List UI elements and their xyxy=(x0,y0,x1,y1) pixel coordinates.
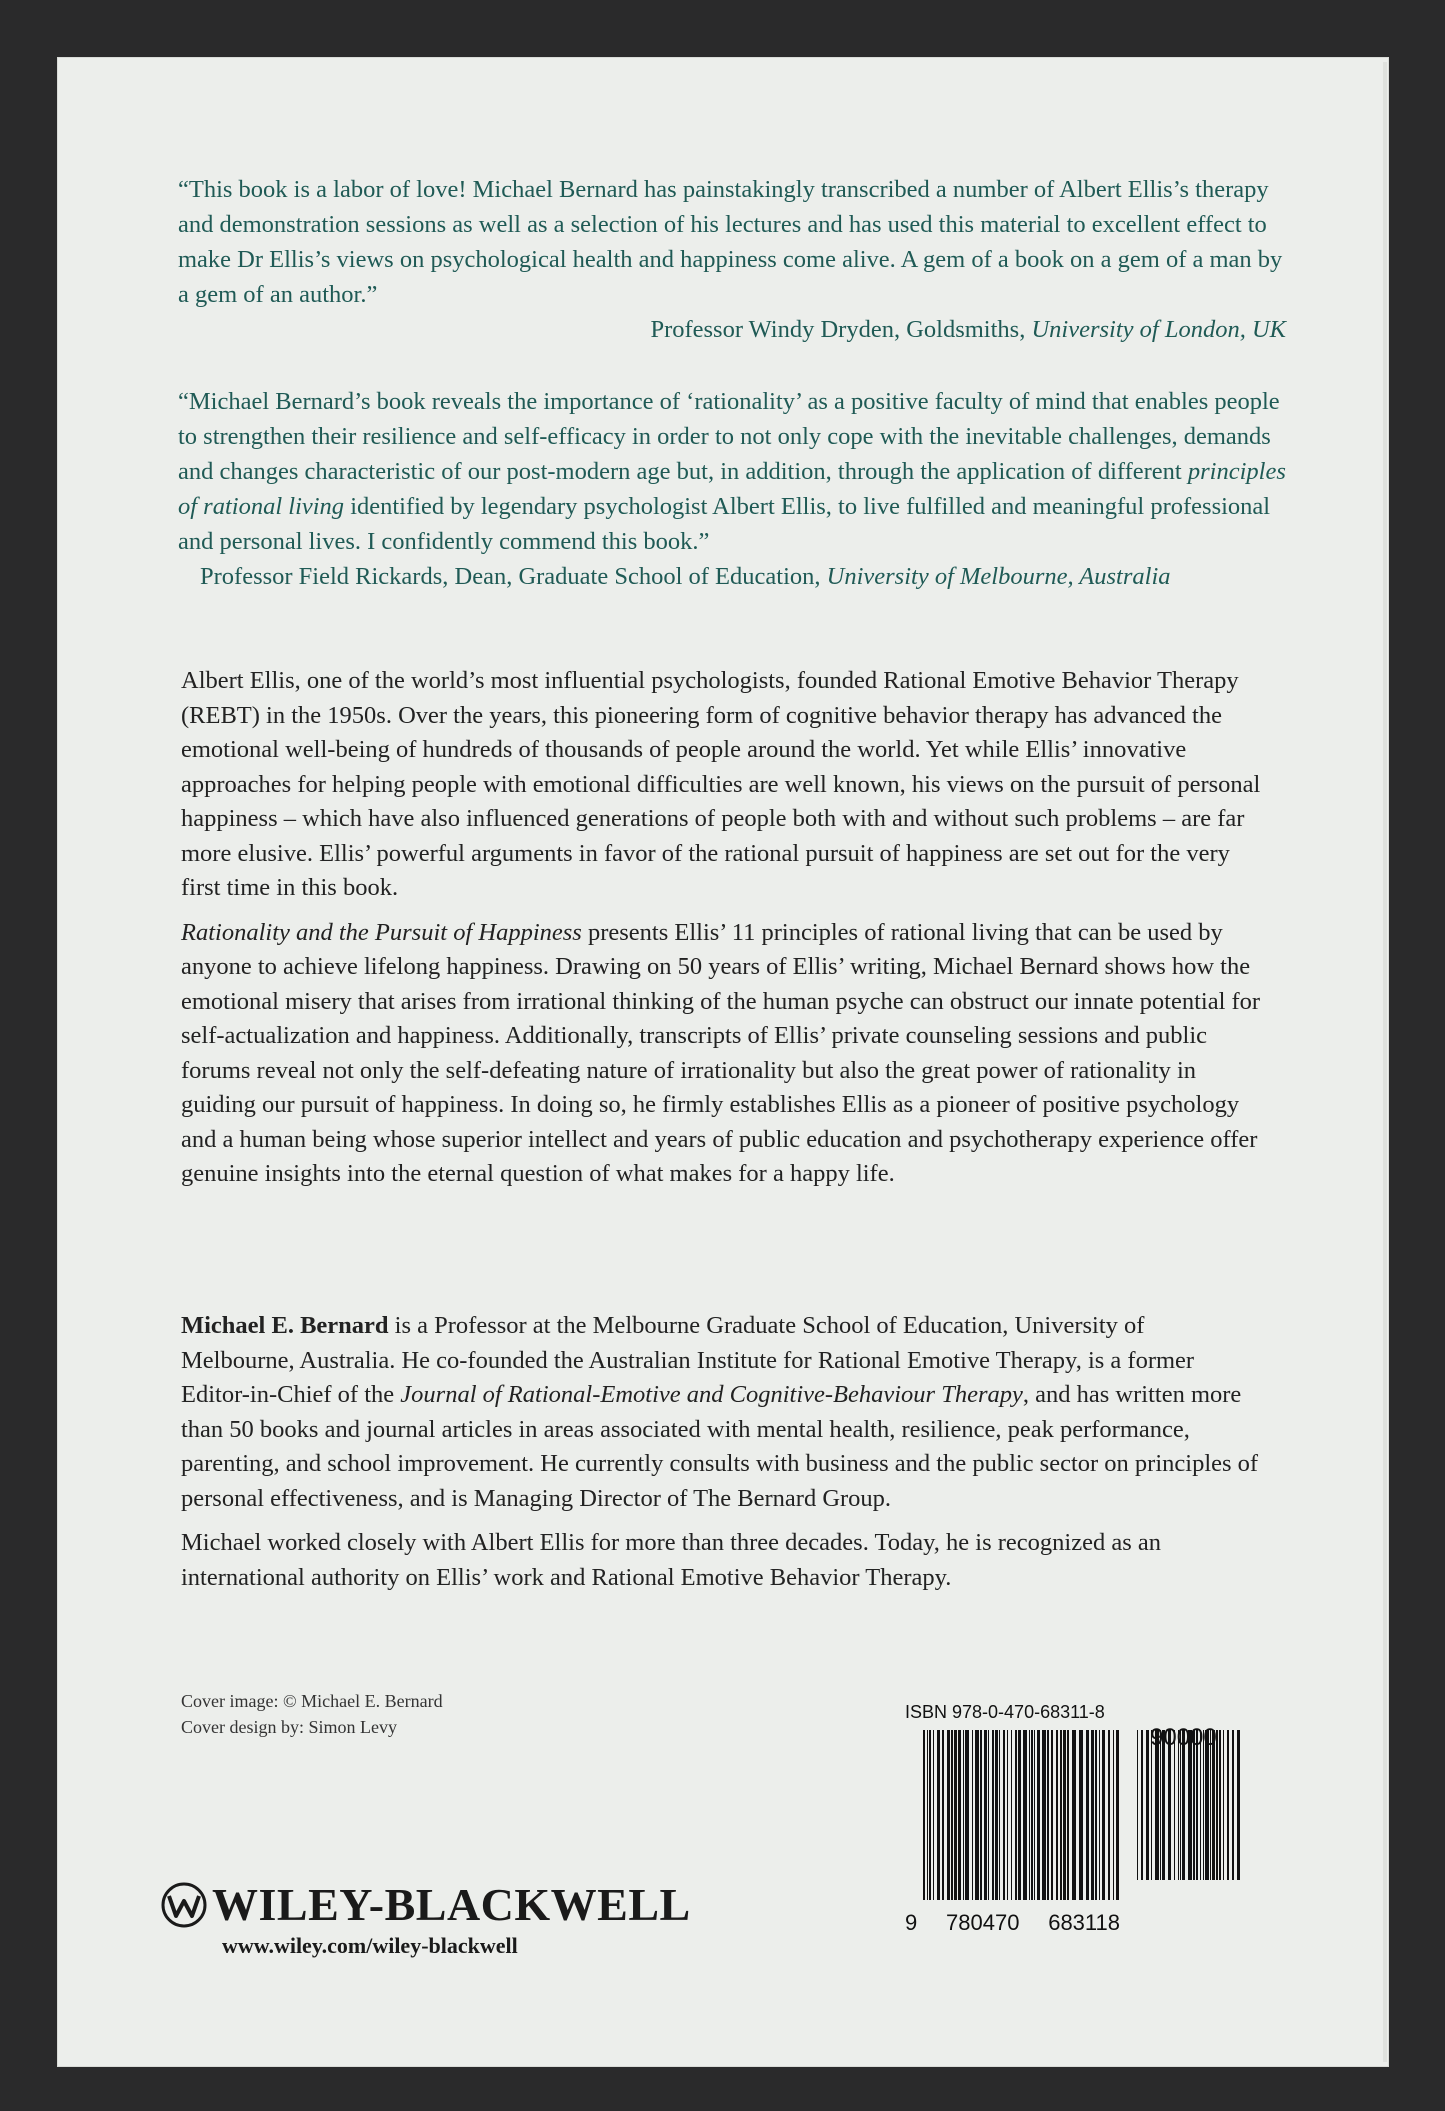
cover-edge xyxy=(1383,62,1387,2062)
review-quote-rickards xyxy=(178,384,1286,594)
quote-text: “This book is a labor of love! Michael Bernard has painstakingly transcribed a number of Albert Ellis’s therapy and demonstration sessions as well as a selection of his lectures and has used this material to excellent effect to make Dr Ellis’s views on psychological health and happiness come alive. A gem of a book on a gem of a man by a gem of an author.” xyxy=(178,176,1283,308)
quote-text xyxy=(178,384,1286,559)
barcode-digit-group-3: 683118 xyxy=(1048,1910,1120,1935)
description-paragraph-2 xyxy=(181,916,1261,1192)
attribution-institution: University of Melbourne, Australia xyxy=(826,563,1171,590)
book-description xyxy=(181,664,1261,1202)
barcode-digit-group-1: 9 xyxy=(905,1910,918,1935)
book-title-italic: Rationality and the Pursuit of Happiness xyxy=(181,918,582,946)
quote-text-a: “Michael Bernard’s book reveals the importance of ‘rationality’ as a positive faculty of mind that enables people to strengthen their resilience and self-efficacy in order to not only cope with the inevitable challenges, demands and changes characteristic of our post-modern age but, in addition, through the application of different xyxy=(178,388,1280,485)
publisher-logo xyxy=(160,1878,691,1931)
review-quote-dryden xyxy=(178,172,1286,347)
isbn-barcode xyxy=(905,1702,1217,1935)
author-bio-paragraph-2: Michael worked closely with Albert Ellis for more than three decades. Today, he is recognized as an international authority on Ellis’ work and Rational Emotive Behavior Therapy. xyxy=(181,1529,1161,1591)
cover-design-credit: Cover design by: Simon Levy xyxy=(181,1717,397,1737)
barcode-digits xyxy=(905,1910,1120,1936)
author-bio-a: is a Professor at the Melbourne Graduate School of Education, University of Melbourne, Australia. He co-founded the Australian Institute for Rational Emotive Therapy, is a former Editor-in-Chief of the xyxy=(181,1312,1195,1408)
quote-attribution xyxy=(178,559,1286,594)
publisher-name: WILEY-BLACKWELL xyxy=(212,1879,691,1930)
cover-credits xyxy=(181,1688,443,1740)
publisher-url: www.wiley.com/wiley-blackwell xyxy=(222,1933,518,1958)
journal-title: Journal of Rational-Emotive and Cognitive-Behaviour Therapy xyxy=(400,1381,1023,1408)
description-paragraph-1: Albert Ellis, one of the world’s most influential psychologists, founded Rational Emotive Behavior Therapy (REBT) in the 1950s. Over the years, this pioneering form of cognitive behavior therapy has advanced the emotional well-being of hundreds of thousands of people around the world. Yet while Ellis’ innovative approaches for helping people with emotional difficulties are well known, his views on the pursuit of personal happiness – which have also influenced generations of people both with and without such problems – are far more elusive. Ellis’ powerful arguments in favor of the rational pursuit of happiness are set out for the very first time in this book. xyxy=(181,667,1261,901)
cover-image-credit: Cover image: © Michael E. Bernard xyxy=(181,1691,443,1711)
author-name: Michael E. Bernard xyxy=(181,1312,389,1339)
attribution-name: Professor Windy Dryden, Goldsmiths, xyxy=(650,316,1026,343)
wiley-w-seal-icon xyxy=(160,1881,208,1929)
description-paragraph-2-text: presents Ellis’ 11 principles of rational living that can be used by anyone to achieve lifelong happiness. Drawing on 50 years of Ellis’ writing, Michael Bernard shows how the emotional misery that arises from irrational thinking of the human psyche can obstruct our innate potential for self-actualization and happiness. Additionally, transcripts of Ellis’ private counseling sessions and public forums reveal not only the self-defeating nature of irrationality but also the great power of rationality in guiding our pursuit of happiness. In doing so, he firmly establishes Ellis as a pioneer of positive psychology and a human being whose superior intellect and years of public education and psychotherapy experience offer genuine insights into the eternal question of what makes for a happy life. xyxy=(181,918,1261,1187)
attribution-name: Professor Field Rickards, Dean, Graduate School of Education, xyxy=(200,563,821,590)
attribution-institution: University of London, UK xyxy=(1031,316,1286,343)
barcode-image xyxy=(905,1730,1245,1908)
publisher-block xyxy=(160,1878,691,1959)
author-bio-b: , and has written more than 50 books and journal articles in areas associated with mental health, resilience, peak performance, parenting, and school improvement. He currently consults with business and the public sector on principles of personal effectiveness, and is Managing Director of The Bernard Group. xyxy=(181,1381,1259,1512)
barcode-addon-number: 90000 xyxy=(1150,1724,1217,1751)
author-bio-paragraph-1 xyxy=(181,1309,1261,1516)
author-bio xyxy=(181,1309,1261,1605)
quote-text-b: identified by legendary psychologist Albert Ellis, to live fulfilled and meaningful professional and personal lives. I confidently commend this book.” xyxy=(178,493,1271,555)
isbn-label: ISBN 978-0-470-68311-8 xyxy=(905,1702,1105,1722)
quote-attribution xyxy=(178,312,1286,347)
barcode-digit-group-2: 780470 xyxy=(946,1910,1020,1935)
quote-text-italic: principles of rational living xyxy=(178,458,1286,520)
